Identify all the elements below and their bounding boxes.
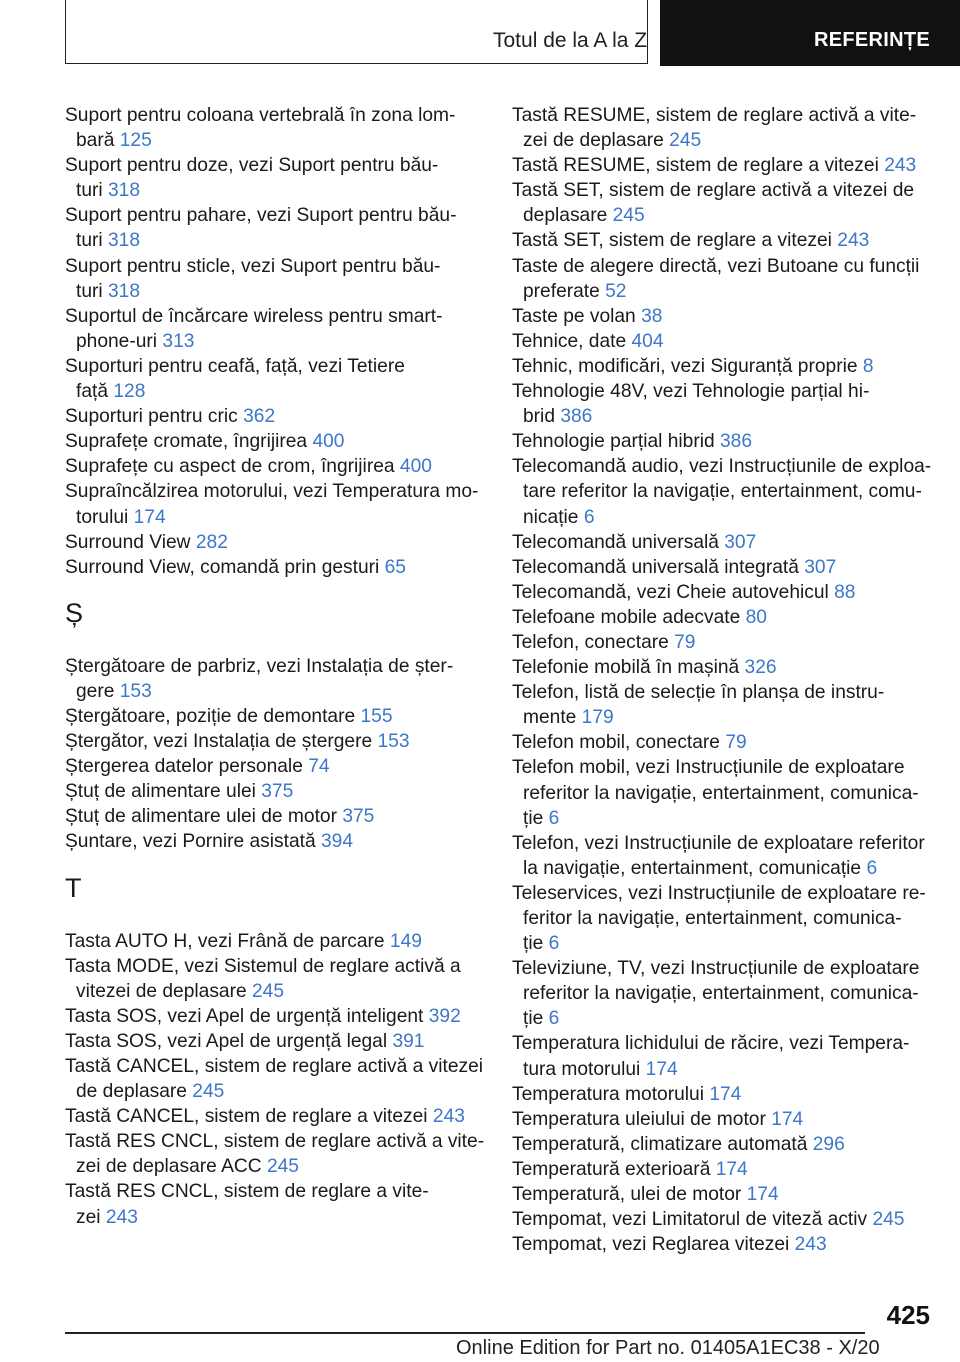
index-entry [65, 454, 485, 479]
index-entry [512, 580, 957, 605]
page-reference-link[interactable]: 313 [162, 330, 195, 352]
index-entry [512, 1082, 957, 1107]
page-reference-link[interactable]: 88 [834, 581, 856, 603]
index-entry-text: Suporturi pentru ceafă, față, vezi Tetiere [65, 355, 405, 377]
footer-divider [65, 1332, 865, 1334]
page-reference-link[interactable]: 125 [119, 130, 152, 152]
page-reference-link[interactable]: 149 [389, 930, 422, 952]
index-entry-text: Ștuț de alimentare ulei [65, 781, 256, 803]
index-entry [65, 829, 485, 854]
index-entry-text: Telefon, listă de selecție în planșa de instru- [512, 682, 885, 704]
index-entry [65, 254, 485, 304]
page-reference-link[interactable]: 375 [261, 781, 294, 803]
index-entry-text: Telecomandă universală [512, 531, 719, 553]
index-entry-text: Telefoane mobile adecvate [512, 606, 741, 628]
page-reference-link[interactable]: 243 [105, 1206, 138, 1228]
index-entry-text: Tasta AUTO H, vezi Frână de parcare [65, 930, 385, 952]
index-entry-text: Ștergătoare de parbriz, vezi Instalația de șter- [65, 655, 454, 677]
index-entry-text: feritor la navigație, entertainment, comunica- [523, 908, 902, 929]
index-entry-text: Ștergătoare, poziție de demontare [65, 705, 356, 727]
index-entry [512, 304, 957, 329]
index-entry-text: Tempomat, vezi Reglarea vitezei [512, 1234, 790, 1256]
index-entry-text: Tehnice, date [512, 330, 627, 352]
index-entry-text: Suporturi pentru cric [65, 406, 238, 428]
index-entry [512, 1232, 957, 1257]
index-column-right [512, 103, 957, 1257]
page-reference-link[interactable]: 318 [108, 280, 141, 302]
index-entry [65, 1054, 485, 1104]
index-entry [65, 555, 485, 580]
index-entry-text: la navigație, entertainment, comunicație [523, 857, 862, 879]
page-number: 425 [886, 1300, 930, 1330]
index-entry-text: Telecomandă audio, vezi Instrucțiunile de exploa- [512, 456, 932, 478]
page-reference-link[interactable]: 6 [548, 933, 560, 955]
index-entry-text: ție [523, 807, 544, 829]
index-letter-heading: T [65, 872, 82, 903]
page-reference-link[interactable]: 400 [312, 431, 345, 453]
index-entry-text: Tastă CANCEL, sistem de reglare a vitezei [65, 1106, 428, 1128]
index-entry-text: tare referitor la navigație, entertainment, comu- [523, 481, 922, 503]
chapter-title: REFERINȚE [813, 29, 930, 51]
index-entry [512, 680, 957, 730]
page-reference-link[interactable]: 245 [872, 1209, 905, 1231]
index-entry-text: Temperatură, climatizare automată [512, 1133, 808, 1155]
chapter-tab [660, 0, 960, 66]
index-entry [512, 730, 957, 755]
index-entry-text: Tastă RESUME, sistem de reglare activă a vite- [512, 105, 917, 126]
index-entry-text: Ștuț de alimentare ulei de motor [65, 806, 337, 828]
index-entry [512, 228, 957, 253]
page-reference-link[interactable]: 243 [884, 155, 917, 177]
index-entry [512, 555, 957, 580]
index-entry-text: Tastă CANCEL, sistem de reglare activă a vitezei [65, 1056, 484, 1077]
index-entry-text: Temperatură, ulei de motor [512, 1184, 742, 1206]
index-entry [65, 704, 485, 729]
index-entry-text: Tastă SET, sistem de reglare activă a vitezei de [512, 180, 915, 202]
index-entry [512, 605, 957, 630]
page-reference-link[interactable]: 174 [771, 1108, 804, 1130]
index-entry-text: Televiziune, TV, vezi Instrucțiunile de exploatare [512, 958, 920, 980]
index-entry [512, 530, 957, 555]
index-entry-text: Surround View, comandă prin gesturi [65, 556, 380, 578]
page-reference-link[interactable]: 174 [709, 1083, 742, 1105]
index-entry [65, 779, 485, 804]
page-reference-link[interactable]: 153 [377, 731, 410, 753]
index-entry [512, 429, 957, 454]
index-entry [512, 1182, 957, 1207]
index-entry [65, 354, 485, 404]
index-entry [512, 1132, 957, 1157]
index-entry-text: turi [76, 230, 103, 252]
index-entry [65, 729, 485, 754]
index-entry-text: brid [523, 406, 555, 428]
index-entry-text: Temperatura uleiului de motor [512, 1108, 766, 1130]
index-entry-text: Taste de alegere directă, vezi Butoane cu funcții [512, 255, 920, 277]
index-entry [65, 479, 485, 529]
page-header [0, 0, 960, 66]
index-entry [65, 429, 485, 454]
page-reference-link[interactable]: 8 [862, 355, 874, 377]
index-entry-text: mente [523, 707, 577, 729]
page-reference-link[interactable]: 6 [866, 857, 878, 879]
index-entry [512, 354, 957, 379]
page-reference-link[interactable]: 404 [631, 330, 664, 352]
index-entry [512, 956, 957, 1031]
index-entry-text: Telefon, vezi Instrucțiunile de exploatare referitor [512, 832, 925, 854]
index-entry [65, 404, 485, 429]
page-reference-link[interactable]: 392 [428, 1005, 461, 1027]
index-entry-text: Supraîncălzirea motorului, vezi Temperatura mo- [65, 481, 479, 503]
index-entry [512, 1207, 957, 1232]
index-entry [512, 1157, 957, 1182]
index-entry-text: referitor la navigație, entertainment, comunica- [523, 782, 919, 804]
index-entry-text: Temperatură exterioară [512, 1158, 711, 1180]
index-entry-text: zei de deplasare ACC [76, 1156, 262, 1178]
page-reference-link[interactable]: 65 [384, 556, 406, 578]
index-entry-text: preferate [523, 280, 600, 302]
index-entry [512, 178, 957, 228]
index-entry-text: de deplasare [76, 1081, 187, 1103]
index-column-left [65, 103, 485, 1230]
index-entry-text: Tasta SOS, vezi Apel de urgență legal [65, 1030, 388, 1052]
index-letter-heading: Ș [65, 597, 84, 628]
page-reference-link[interactable]: 80 [745, 606, 767, 628]
index-entry-text: Suport pentru pahare, vezi Suport pentru bău- [65, 205, 457, 227]
index-entry-text: vitezei de deplasare [76, 980, 247, 1002]
index-entry [512, 153, 957, 178]
index-entry-text: Suport pentru coloana vertebrală în zona lom- [65, 105, 456, 126]
page-reference-link[interactable]: 174 [645, 1058, 678, 1080]
index-entry-text: Telefonie mobilă în mașină [512, 657, 740, 679]
page-reference-link[interactable]: 153 [119, 680, 152, 702]
page-reference-link[interactable]: 400 [399, 456, 432, 478]
index-entry-text: Tastă RES CNCL, sistem de reglare a vite- [65, 1181, 429, 1203]
index-entry [65, 754, 485, 779]
index-entry-text: Suport pentru doze, vezi Suport pentru bău- [65, 155, 439, 177]
index-entry-text: Suport pentru sticle, vezi Suport pentru bău- [65, 255, 441, 277]
page-reference-link[interactable]: 6 [548, 807, 560, 829]
page-reference-link[interactable]: 243 [432, 1106, 465, 1128]
index-entry-text: Temperatura lichidului de răcire, vezi Tempera- [512, 1033, 910, 1055]
index-entry-text: Tehnic, modificări, vezi Siguranță proprie [512, 355, 858, 377]
index-entry [512, 655, 957, 680]
page-reference-link[interactable]: 174 [715, 1158, 748, 1180]
page-reference-link[interactable]: 245 [252, 980, 285, 1002]
page-reference-link[interactable]: 375 [342, 806, 375, 828]
index-entry-text: turi [76, 180, 103, 202]
index-entry [65, 1179, 485, 1229]
index-entry-text: deplasare [523, 205, 608, 227]
page-reference-link[interactable]: 52 [605, 280, 627, 302]
index-entry-text: Suportul de încărcare wireless pentru smart- [65, 305, 443, 327]
index-entry [512, 103, 957, 153]
page-reference-link[interactable]: 243 [837, 230, 870, 252]
page-reference-link[interactable]: 394 [320, 831, 353, 853]
index-entry [65, 804, 485, 829]
index-entry [65, 929, 485, 954]
index-entry [65, 203, 485, 253]
page-reference-link[interactable]: 318 [108, 180, 141, 202]
index-entry-text: Teleservices, vezi Instrucțiunile de exploatare re- [512, 882, 926, 904]
index-entry-text: Telefon mobil, conectare [512, 732, 720, 754]
page-reference-link[interactable]: 79 [725, 732, 747, 754]
index-entry-text: Taste pe volan [512, 305, 636, 327]
page-reference-link[interactable]: 362 [243, 406, 276, 428]
index-entry [65, 103, 485, 153]
page-reference-link[interactable]: 38 [641, 305, 663, 327]
page-reference-link[interactable]: 296 [812, 1133, 845, 1155]
index-entry-text: Tastă RESUME, sistem de reglare a vitezei [512, 155, 879, 177]
index-entry-text: Ștergerea datelor personale [65, 756, 303, 778]
page-reference-link[interactable]: 326 [744, 657, 777, 679]
page-reference-link[interactable]: 391 [392, 1030, 425, 1052]
index-entry-text: Tehnologie parțial hibrid [512, 431, 715, 453]
page-reference-link[interactable]: 245 [266, 1156, 299, 1178]
index-entry [512, 831, 957, 881]
page-reference-link[interactable]: 174 [133, 506, 166, 528]
index-entry-text: Temperatura motorului [512, 1083, 704, 1105]
index-entry [512, 755, 957, 830]
index-entry-text: ție [523, 1008, 544, 1030]
page-reference-link[interactable]: 386 [720, 431, 753, 453]
index-entry [512, 1107, 957, 1132]
index-entry [512, 254, 957, 304]
index-entry [65, 530, 485, 555]
page-reference-link[interactable]: 174 [746, 1184, 779, 1206]
section-title: Totul de la A la Z [493, 29, 648, 52]
page-reference-link[interactable]: 245 [669, 130, 702, 152]
page-reference-link[interactable]: 79 [674, 631, 696, 653]
index-entry [65, 954, 485, 1004]
index-entry-text: zei [76, 1206, 101, 1228]
index-entry-text: torului [76, 506, 129, 528]
index-entry [512, 630, 957, 655]
index-entry-text: phone-uri [76, 330, 158, 352]
page-reference-link[interactable]: 307 [804, 556, 837, 578]
footer-edition-text: Online Edition for Part no. 01405A1EC38 - X/20 [456, 1337, 880, 1359]
index-entry-text: Suprafețe cromate, îngrijirea [65, 431, 308, 453]
index-entry [512, 1031, 957, 1081]
index-entry [512, 379, 957, 429]
index-entry-text: față [76, 381, 109, 403]
page-reference-link[interactable]: 6 [548, 1008, 560, 1030]
page-reference-link[interactable]: 243 [794, 1234, 827, 1256]
index-entry-text: Telecomandă universală integrată [512, 556, 799, 578]
index-entry-text: turi [76, 280, 103, 302]
page-reference-link[interactable]: 318 [108, 230, 141, 252]
index-entry [512, 454, 957, 529]
index-entry-text: Tehnologie 48V, vezi Tehnologie parțial hi- [512, 381, 870, 403]
index-entry [65, 304, 485, 354]
index-entry [65, 1029, 485, 1054]
index-entry-text: referitor la navigație, entertainment, comunica- [523, 983, 919, 1005]
index-entry-text: bară [76, 130, 115, 152]
page-reference-link[interactable]: 282 [195, 531, 228, 553]
index-entry-text: Surround View [65, 531, 191, 553]
page-reference-link[interactable]: 386 [560, 406, 593, 428]
index-entry [512, 881, 957, 956]
index-entry [65, 654, 485, 704]
index-entry-text: Telefon, conectare [512, 631, 669, 653]
index-entry-text: gere [76, 680, 115, 702]
index-entry-text: Tastă RES CNCL, sistem de reglare activă a vite- [65, 1131, 485, 1153]
index-entry-text: tura motorului [523, 1058, 641, 1080]
index-entry-text: Șuntare, vezi Pornire asistată [65, 831, 316, 853]
index-entry [65, 153, 485, 203]
index-entry [65, 1004, 485, 1029]
index-entry-text: Ștergător, vezi Instalația de ștergere [65, 731, 373, 753]
index-entry-text: Tasta MODE, vezi Sistemul de reglare activă a [65, 955, 461, 977]
index-entry-text: zei de deplasare [523, 130, 664, 152]
index-entry [65, 1129, 485, 1179]
page-reference-link[interactable]: 155 [360, 705, 393, 727]
index-entry-text: ție [523, 933, 544, 955]
page-reference-link[interactable]: 179 [581, 707, 614, 729]
page-reference-link[interactable]: 307 [724, 531, 757, 553]
index-entry-text: Tastă SET, sistem de reglare a vitezei [512, 230, 832, 252]
index-entry-text: Telecomandă, vezi Cheie autovehicul [512, 581, 829, 603]
page-reference-link[interactable]: 128 [113, 381, 146, 403]
index-entry [512, 329, 957, 354]
page-reference-link[interactable]: 245 [192, 1081, 225, 1103]
page-reference-link[interactable]: 245 [612, 205, 645, 227]
page-reference-link[interactable]: 74 [308, 756, 330, 778]
index-entry-text: Tempomat, vezi Limitatorul de viteză activ [512, 1209, 868, 1231]
index-entry [65, 1104, 485, 1129]
page-reference-link[interactable]: 6 [583, 506, 595, 528]
index-entry-text: Telefon mobil, vezi Instrucțiunile de exploatare [512, 757, 905, 779]
index-entry-text: Tasta SOS, vezi Apel de urgență inteligent [65, 1005, 424, 1027]
index-entry-text: Suprafețe cu aspect de crom, îngrijirea [65, 456, 395, 478]
index-entry-text: nicație [523, 506, 579, 528]
